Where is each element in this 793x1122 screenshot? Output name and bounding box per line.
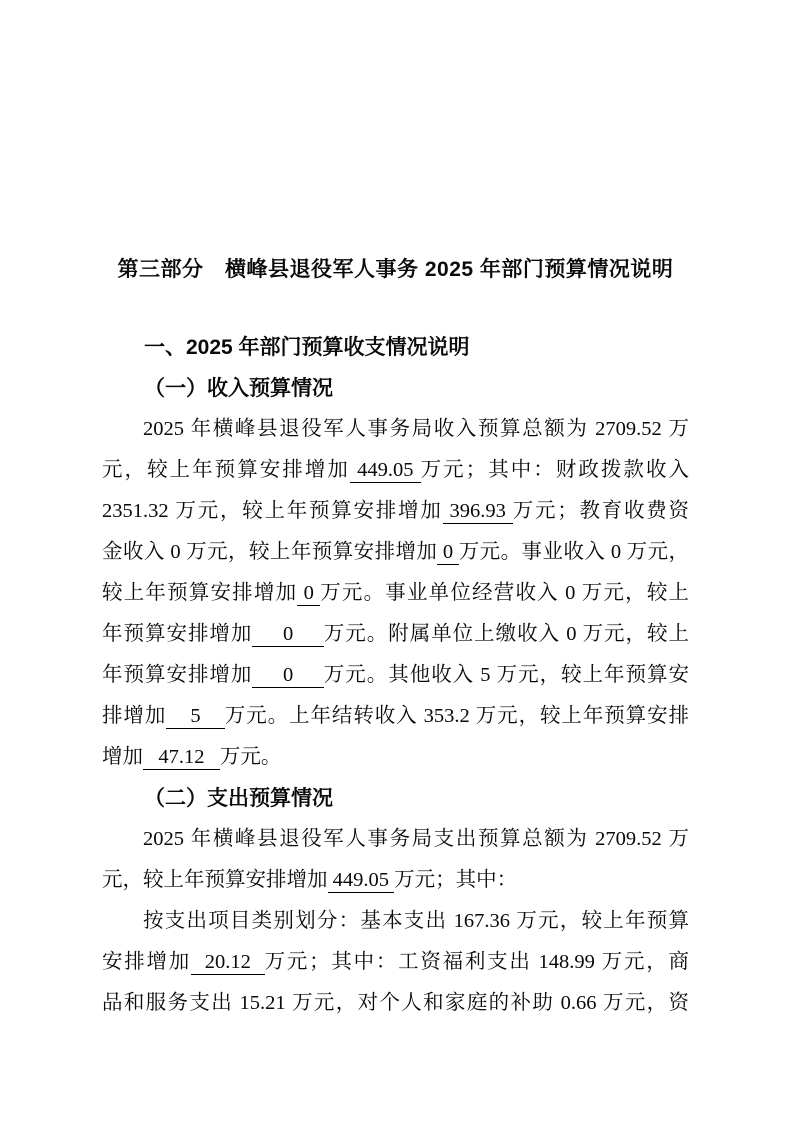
text-run: 2351.32 万元，较上年预算安排增加 <box>102 500 443 522</box>
text-run: 万元；其中：工资福利支出 148.99 万元，商 <box>264 951 689 973</box>
text-run: 元，较上年预算安排增加 <box>102 459 350 481</box>
text-run: 安排增加 <box>102 951 191 973</box>
text-run: （一）收入预算情况 <box>144 377 333 400</box>
text-line <box>102 860 689 901</box>
text-line <box>102 573 689 614</box>
text-run: 万元；教育收费资 <box>512 500 690 522</box>
text-line <box>102 532 689 573</box>
text-line <box>102 450 689 491</box>
text-run: 排增加 <box>102 705 167 727</box>
text-run: 万元；其中： <box>394 869 518 891</box>
text-run: 按支出项目类别划分：基本支出 167.36 万元，较上年预算 <box>143 910 689 932</box>
underlined-value: 449.05 <box>349 459 421 481</box>
text-line <box>102 942 689 983</box>
underlined-value: 0 <box>252 664 324 686</box>
document-title <box>102 249 689 290</box>
text-run: 万元。事业单位经营收入 0 万元，较上 <box>320 582 690 604</box>
underlined-value: 0 <box>437 541 459 563</box>
text-run: （二）支出预算情况 <box>144 787 333 810</box>
text-run: 年预算安排增加 <box>102 664 253 686</box>
text-run: 元，较上年预算安排增加 <box>102 869 328 891</box>
underlined-value: 0 <box>297 582 321 604</box>
text-run: 品和服务支出 15.21 万元，对个人和家庭的补助 0.66 万元，资 <box>102 992 689 1014</box>
underlined-value: 449.05 <box>327 869 395 891</box>
text-line <box>102 901 689 942</box>
text-line <box>102 737 689 778</box>
text-run: 年预算安排增加 <box>102 623 253 645</box>
text-line <box>102 696 689 737</box>
underlined-value: 20.12 <box>191 951 265 973</box>
text-line <box>102 409 689 450</box>
subsection-heading-expense <box>102 778 689 819</box>
text-run: 万元。附属单位上缴收入 0 万元，较上 <box>323 623 690 645</box>
blank-gap <box>102 290 689 327</box>
text-run: 较上年预算安排增加 <box>102 582 298 604</box>
text-run: 万元。上年结转收入 353.2 万元，较上年预算安排 <box>224 705 690 727</box>
underlined-value: 47.12 <box>143 746 220 768</box>
text-line <box>102 655 689 696</box>
text-run: 第三部分 横峰县退役军人事务 2025 年部门预算情况说明 <box>117 258 674 281</box>
text-line <box>102 819 689 860</box>
text-run: 一、2025 年部门预算收支情况说明 <box>144 336 470 359</box>
text-line <box>102 983 689 1024</box>
text-line <box>102 491 689 532</box>
underlined-value: 5 <box>166 705 225 727</box>
text-run: 万元。 <box>219 746 282 768</box>
text-run: 2025 年横峰县退役军人事务局支出预算总额为 2709.52 万 <box>143 828 689 850</box>
underlined-value: 0 <box>252 623 324 645</box>
text-run: 增加 <box>102 746 143 768</box>
text-run: 万元。其他收入 5 万元，较上年预算安 <box>323 664 690 686</box>
section-heading <box>102 327 689 368</box>
underlined-value: 396.93 <box>442 500 513 522</box>
text-run: 万元；其中：财政拨款收入 <box>420 459 690 481</box>
text-line <box>102 614 689 655</box>
text-run: 金收入 0 万元，较上年预算安排增加 <box>102 541 438 563</box>
subsection-heading-income <box>102 368 689 409</box>
text-run: 2025 年横峰县退役军人事务局收入预算总额为 2709.52 万 <box>143 418 689 440</box>
text-run: 万元。事业收入 0 万元， <box>458 541 690 563</box>
